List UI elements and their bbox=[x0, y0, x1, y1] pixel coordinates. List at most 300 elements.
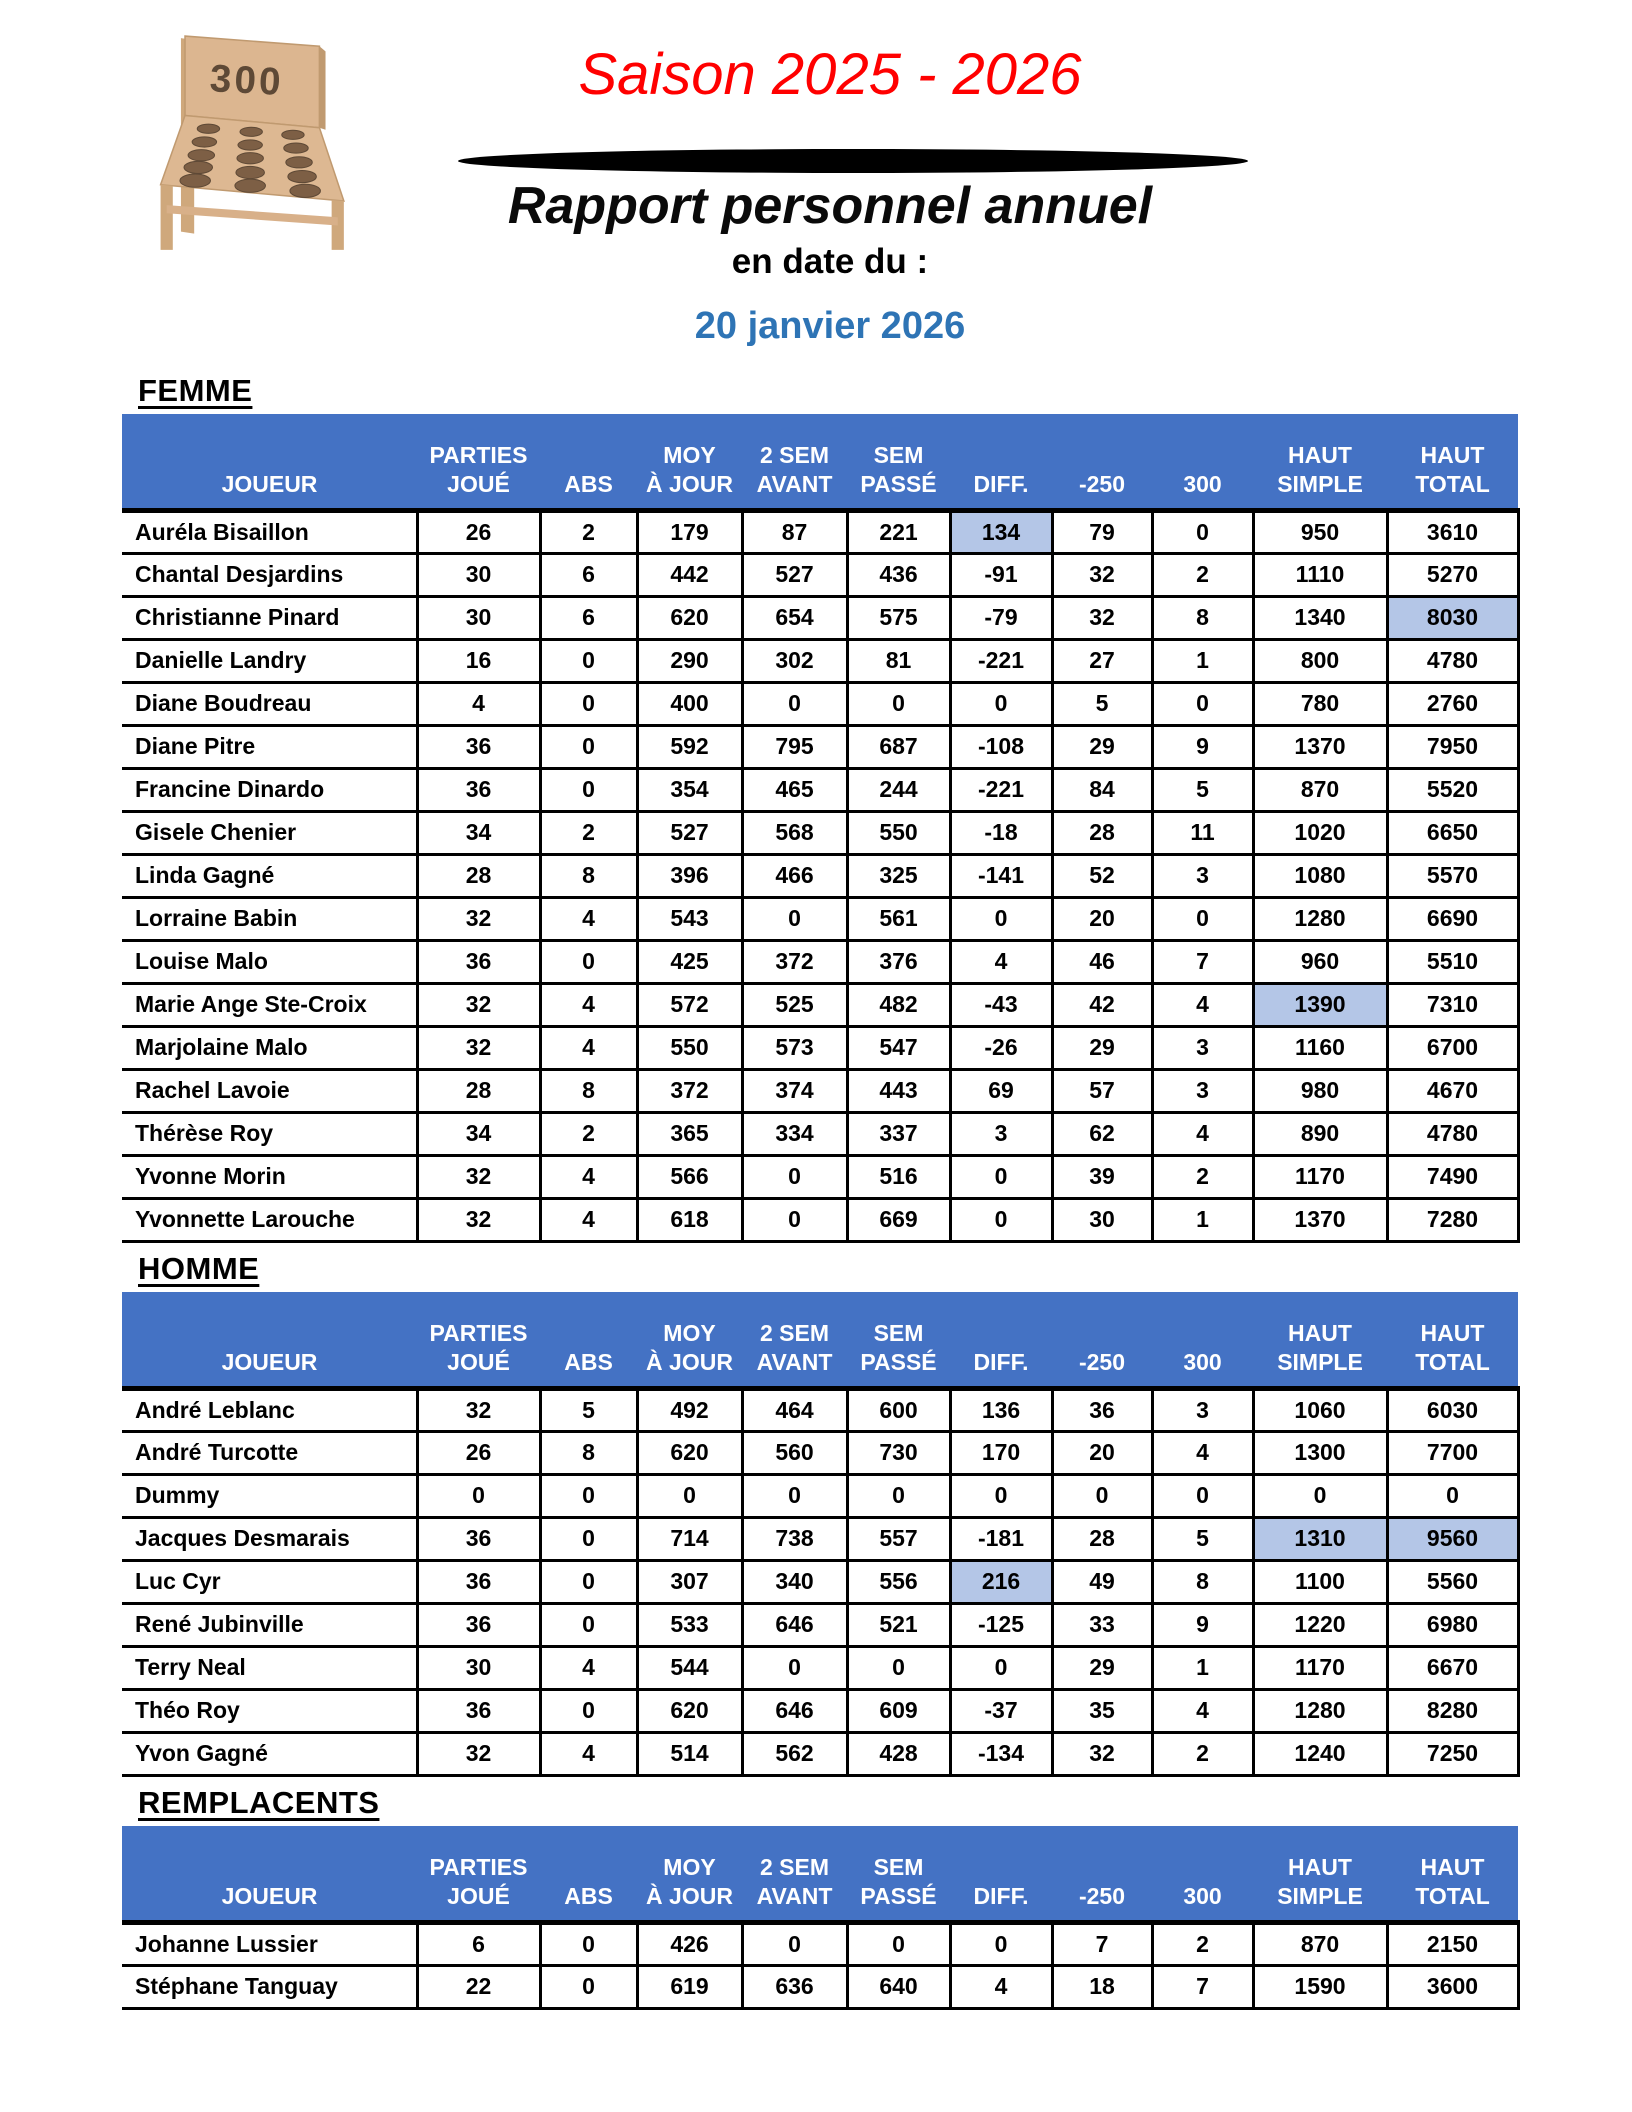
stat-cell-diff: 0 bbox=[950, 1646, 1052, 1689]
stat-cell-abs: 0 bbox=[540, 768, 637, 811]
stat-cell-diff: -125 bbox=[950, 1603, 1052, 1646]
stat-cell-passe: 730 bbox=[847, 1431, 950, 1474]
player-name: Jacques Desmarais bbox=[122, 1517, 417, 1560]
stat-cell-passe: 376 bbox=[847, 940, 950, 983]
stat-cell-c300: 2 bbox=[1152, 553, 1253, 596]
stat-cell-avant: 464 bbox=[742, 1388, 847, 1431]
stat-cell-passe: 221 bbox=[847, 510, 950, 553]
season-title: Saison 2025 - 2026 bbox=[578, 42, 1082, 107]
stat-cell-avant: 87 bbox=[742, 510, 847, 553]
stat-cell-abs: 4 bbox=[540, 1646, 637, 1689]
stat-cell-parties: 32 bbox=[417, 983, 540, 1026]
stat-cell-hsimple: 800 bbox=[1253, 639, 1387, 682]
stat-cell-htotal: 5520 bbox=[1387, 768, 1518, 811]
stat-cell-moy: 396 bbox=[637, 854, 742, 897]
stat-cell-passe: 0 bbox=[847, 682, 950, 725]
stat-cell-parties: 4 bbox=[417, 682, 540, 725]
stat-cell-abs: 8 bbox=[540, 1431, 637, 1474]
column-header-joueur: JOUEUR bbox=[122, 1826, 417, 1922]
stat-cell-hsimple: 980 bbox=[1253, 1069, 1387, 1112]
stat-cell-c300: 1 bbox=[1152, 1198, 1253, 1241]
stat-cell-htotal: 7950 bbox=[1387, 725, 1518, 768]
stat-cell-avant: 372 bbox=[742, 940, 847, 983]
stat-cell-passe: 0 bbox=[847, 1474, 950, 1517]
column-header-avant: 2 SEM AVANT bbox=[742, 1826, 847, 1922]
stat-cell-avant: 560 bbox=[742, 1431, 847, 1474]
stat-cell-parties: 34 bbox=[417, 1112, 540, 1155]
stat-cell-m250: 62 bbox=[1052, 1112, 1152, 1155]
stat-cell-passe: 516 bbox=[847, 1155, 950, 1198]
report-section bbox=[122, 1786, 1518, 2010]
player-name: Linda Gagné bbox=[122, 854, 417, 897]
stat-cell-passe: 547 bbox=[847, 1026, 950, 1069]
stat-cell-passe: 482 bbox=[847, 983, 950, 1026]
stat-cell-passe: 556 bbox=[847, 1560, 950, 1603]
stat-cell-moy: 572 bbox=[637, 983, 742, 1026]
stat-cell-m250: 29 bbox=[1052, 1646, 1152, 1689]
column-header-avant: 2 SEM AVANT bbox=[742, 1292, 847, 1388]
stat-cell-hsimple: 960 bbox=[1253, 940, 1387, 983]
player-name: Yvonnette Larouche bbox=[122, 1198, 417, 1241]
stat-cell-m250: 28 bbox=[1052, 1517, 1152, 1560]
stat-cell-abs: 0 bbox=[540, 1517, 637, 1560]
table-row bbox=[122, 1112, 1518, 1155]
section-title: FEMME bbox=[138, 373, 253, 408]
stat-cell-m250: 18 bbox=[1052, 1965, 1152, 2008]
player-name: Diane Boudreau bbox=[122, 682, 417, 725]
stat-cell-parties: 26 bbox=[417, 510, 540, 553]
stat-cell-htotal: 6690 bbox=[1387, 897, 1518, 940]
table-row bbox=[122, 1198, 1518, 1241]
stat-cell-c300: 5 bbox=[1152, 1517, 1253, 1560]
player-name: Théo Roy bbox=[122, 1689, 417, 1732]
stat-cell-m250: 30 bbox=[1052, 1198, 1152, 1241]
stat-cell-parties: 34 bbox=[417, 811, 540, 854]
stat-cell-parties: 32 bbox=[417, 1155, 540, 1198]
stat-cell-diff: 0 bbox=[950, 897, 1052, 940]
stat-cell-m250: 39 bbox=[1052, 1155, 1152, 1198]
stat-cell-htotal: 2760 bbox=[1387, 682, 1518, 725]
stat-cell-avant: 0 bbox=[742, 897, 847, 940]
stat-cell-parties: 30 bbox=[417, 596, 540, 639]
stat-cell-avant: 525 bbox=[742, 983, 847, 1026]
board-sign-edge bbox=[319, 46, 325, 129]
stat-cell-htotal: 6650 bbox=[1387, 811, 1518, 854]
table-row bbox=[122, 1603, 1518, 1646]
player-name: Rachel Lavoie bbox=[122, 1069, 417, 1112]
stat-cell-c300: 2 bbox=[1152, 1155, 1253, 1198]
column-header-passe: SEM PASSÉ bbox=[847, 1292, 950, 1388]
stat-cell-htotal: 4670 bbox=[1387, 1069, 1518, 1112]
stat-cell-diff: -18 bbox=[950, 811, 1052, 854]
stat-cell-m250: 29 bbox=[1052, 1026, 1152, 1069]
stat-cell-diff: -181 bbox=[950, 1517, 1052, 1560]
stat-cell-moy: 426 bbox=[637, 1922, 742, 1965]
stat-cell-m250: 49 bbox=[1052, 1560, 1152, 1603]
column-header-diff: DIFF. bbox=[950, 1292, 1052, 1388]
stat-cell-c300: 3 bbox=[1152, 1388, 1253, 1431]
stat-cell-passe: 669 bbox=[847, 1198, 950, 1241]
stat-cell-diff: 0 bbox=[950, 1198, 1052, 1241]
stat-cell-parties: 36 bbox=[417, 1517, 540, 1560]
stat-cell-moy: 372 bbox=[637, 1069, 742, 1112]
stat-cell-diff: -43 bbox=[950, 983, 1052, 1026]
stat-cell-m250: 57 bbox=[1052, 1069, 1152, 1112]
stat-cell-c300: 7 bbox=[1152, 1965, 1253, 2008]
stat-cell-hsimple: 1370 bbox=[1253, 1198, 1387, 1241]
stat-cell-moy: 620 bbox=[637, 596, 742, 639]
column-header-htotal: HAUT TOTAL bbox=[1387, 1826, 1518, 1922]
table-row bbox=[122, 811, 1518, 854]
stats-table bbox=[122, 1826, 1520, 2010]
header-row bbox=[122, 1826, 1518, 1922]
player-name: Lorraine Babin bbox=[122, 897, 417, 940]
stat-cell-c300: 0 bbox=[1152, 510, 1253, 553]
stat-cell-moy: 550 bbox=[637, 1026, 742, 1069]
stat-cell-hsimple: 1080 bbox=[1253, 854, 1387, 897]
stat-cell-avant: 738 bbox=[742, 1517, 847, 1560]
stat-cell-passe: 325 bbox=[847, 854, 950, 897]
stat-cell-moy: 527 bbox=[637, 811, 742, 854]
stat-cell-htotal: 6700 bbox=[1387, 1026, 1518, 1069]
stat-cell-parties: 36 bbox=[417, 725, 540, 768]
column-header-m250: -250 bbox=[1052, 1292, 1152, 1388]
stat-cell-diff: 4 bbox=[950, 940, 1052, 983]
stat-cell-htotal: 3610 bbox=[1387, 510, 1518, 553]
player-name: René Jubinville bbox=[122, 1603, 417, 1646]
stat-cell-moy: 544 bbox=[637, 1646, 742, 1689]
column-header-moy: MOY À JOUR bbox=[637, 1826, 742, 1922]
stat-cell-abs: 0 bbox=[540, 1965, 637, 2008]
stat-cell-m250: 32 bbox=[1052, 596, 1152, 639]
stat-cell-c300: 3 bbox=[1152, 1026, 1253, 1069]
stat-cell-hsimple: 1220 bbox=[1253, 1603, 1387, 1646]
stat-cell-passe: 81 bbox=[847, 639, 950, 682]
stat-cell-abs: 8 bbox=[540, 854, 637, 897]
table-row bbox=[122, 682, 1518, 725]
column-header-abs: ABS bbox=[540, 414, 637, 510]
stat-cell-htotal: 8280 bbox=[1387, 1689, 1518, 1732]
stat-cell-passe: 0 bbox=[847, 1646, 950, 1689]
stat-cell-avant: 334 bbox=[742, 1112, 847, 1155]
stat-cell-avant: 646 bbox=[742, 1603, 847, 1646]
stat-cell-c300: 9 bbox=[1152, 725, 1253, 768]
table-row bbox=[122, 1474, 1518, 1517]
stat-cell-passe: 428 bbox=[847, 1732, 950, 1775]
stat-cell-moy: 492 bbox=[637, 1388, 742, 1431]
header-row bbox=[122, 1292, 1518, 1388]
stat-cell-htotal: 7250 bbox=[1387, 1732, 1518, 1775]
stat-cell-m250: 79 bbox=[1052, 510, 1152, 553]
stat-cell-moy: 618 bbox=[637, 1198, 742, 1241]
stat-cell-c300: 8 bbox=[1152, 596, 1253, 639]
header-row bbox=[122, 414, 1518, 510]
stat-cell-avant: 795 bbox=[742, 725, 847, 768]
stat-cell-htotal: 8030 bbox=[1387, 596, 1518, 639]
stat-cell-hsimple: 1060 bbox=[1253, 1388, 1387, 1431]
stat-cell-avant: 466 bbox=[742, 854, 847, 897]
stat-cell-abs: 4 bbox=[540, 1026, 637, 1069]
stat-cell-moy: 543 bbox=[637, 897, 742, 940]
stats-table bbox=[122, 1292, 1520, 1777]
stat-cell-abs: 5 bbox=[540, 1388, 637, 1431]
stat-cell-passe: 609 bbox=[847, 1689, 950, 1732]
stat-cell-parties: 36 bbox=[417, 1560, 540, 1603]
stat-cell-c300: 3 bbox=[1152, 854, 1253, 897]
stat-cell-parties: 28 bbox=[417, 1069, 540, 1112]
stat-cell-moy: 354 bbox=[637, 768, 742, 811]
stat-cell-moy: 566 bbox=[637, 1155, 742, 1198]
table-row bbox=[122, 1155, 1518, 1198]
stat-cell-hsimple: 1020 bbox=[1253, 811, 1387, 854]
stat-cell-m250: 20 bbox=[1052, 897, 1152, 940]
stat-cell-m250: 5 bbox=[1052, 682, 1152, 725]
column-header-abs: ABS bbox=[540, 1826, 637, 1922]
stat-cell-moy: 0 bbox=[637, 1474, 742, 1517]
stat-cell-parties: 30 bbox=[417, 553, 540, 596]
stat-cell-c300: 0 bbox=[1152, 1474, 1253, 1517]
stat-cell-m250: 46 bbox=[1052, 940, 1152, 983]
stat-cell-hsimple: 0 bbox=[1253, 1474, 1387, 1517]
stat-cell-passe: 550 bbox=[847, 811, 950, 854]
column-header-moy: MOY À JOUR bbox=[637, 1292, 742, 1388]
stat-cell-moy: 290 bbox=[637, 639, 742, 682]
stat-cell-passe: 561 bbox=[847, 897, 950, 940]
player-name: Thérèse Roy bbox=[122, 1112, 417, 1155]
stat-cell-passe: 436 bbox=[847, 553, 950, 596]
column-header-parties: PARTIES JOUÉ bbox=[417, 1292, 540, 1388]
stat-cell-parties: 26 bbox=[417, 1431, 540, 1474]
stat-cell-moy: 365 bbox=[637, 1112, 742, 1155]
stat-cell-c300: 4 bbox=[1152, 1689, 1253, 1732]
player-name: Danielle Landry bbox=[122, 639, 417, 682]
stat-cell-htotal: 7490 bbox=[1387, 1155, 1518, 1198]
column-header-parties: PARTIES JOUÉ bbox=[417, 414, 540, 510]
stat-cell-abs: 4 bbox=[540, 983, 637, 1026]
table-row bbox=[122, 510, 1518, 553]
stat-cell-passe: 244 bbox=[847, 768, 950, 811]
stat-cell-avant: 562 bbox=[742, 1732, 847, 1775]
stat-cell-avant: 374 bbox=[742, 1069, 847, 1112]
stat-cell-abs: 0 bbox=[540, 639, 637, 682]
stat-cell-c300: 8 bbox=[1152, 1560, 1253, 1603]
player-name: Stéphane Tanguay bbox=[122, 1965, 417, 2008]
stat-cell-c300: 3 bbox=[1152, 1069, 1253, 1112]
table-row bbox=[122, 1026, 1518, 1069]
stat-cell-abs: 0 bbox=[540, 725, 637, 768]
stat-cell-htotal: 7700 bbox=[1387, 1431, 1518, 1474]
table-row bbox=[122, 596, 1518, 639]
column-header-passe: SEM PASSÉ bbox=[847, 1826, 950, 1922]
stat-cell-parties: 36 bbox=[417, 1603, 540, 1646]
stat-cell-avant: 465 bbox=[742, 768, 847, 811]
column-header-hsimple: HAUT SIMPLE bbox=[1253, 414, 1387, 510]
stat-cell-moy: 179 bbox=[637, 510, 742, 553]
stat-cell-moy: 619 bbox=[637, 1965, 742, 2008]
stat-cell-htotal: 9560 bbox=[1387, 1517, 1518, 1560]
stat-cell-diff: 0 bbox=[950, 1155, 1052, 1198]
table-row bbox=[122, 1388, 1518, 1431]
stat-cell-diff: 216 bbox=[950, 1560, 1052, 1603]
player-name: Auréla Bisaillon bbox=[122, 510, 417, 553]
stat-cell-diff: 0 bbox=[950, 1474, 1052, 1517]
report-section bbox=[122, 374, 1518, 1243]
stat-cell-htotal: 5570 bbox=[1387, 854, 1518, 897]
stat-cell-m250: 32 bbox=[1052, 553, 1152, 596]
stat-cell-m250: 27 bbox=[1052, 639, 1152, 682]
stat-cell-parties: 16 bbox=[417, 639, 540, 682]
stat-cell-diff: 0 bbox=[950, 1922, 1052, 1965]
stat-cell-diff: 0 bbox=[950, 682, 1052, 725]
stat-cell-diff: -221 bbox=[950, 768, 1052, 811]
stat-cell-abs: 4 bbox=[540, 1155, 637, 1198]
stat-cell-diff: -221 bbox=[950, 639, 1052, 682]
stat-cell-avant: 0 bbox=[742, 1155, 847, 1198]
player-name: Johanne Lussier bbox=[122, 1922, 417, 1965]
stat-cell-parties: 36 bbox=[417, 940, 540, 983]
stat-cell-abs: 6 bbox=[540, 553, 637, 596]
stat-cell-parties: 36 bbox=[417, 1689, 540, 1732]
stat-cell-m250: 28 bbox=[1052, 811, 1152, 854]
date-label: en date du : bbox=[731, 242, 929, 281]
stat-cell-c300: 11 bbox=[1152, 811, 1253, 854]
stat-cell-c300: 1 bbox=[1152, 639, 1253, 682]
stat-cell-htotal: 7310 bbox=[1387, 983, 1518, 1026]
stat-cell-abs: 2 bbox=[540, 1112, 637, 1155]
stat-cell-m250: 7 bbox=[1052, 1922, 1152, 1965]
stat-cell-htotal: 5270 bbox=[1387, 553, 1518, 596]
stat-cell-hsimple: 1370 bbox=[1253, 725, 1387, 768]
stat-cell-abs: 4 bbox=[540, 897, 637, 940]
stat-cell-c300: 1 bbox=[1152, 1646, 1253, 1689]
divider-swoosh bbox=[458, 149, 1248, 173]
stat-cell-abs: 6 bbox=[540, 596, 637, 639]
stat-cell-abs: 0 bbox=[540, 1922, 637, 1965]
stat-cell-parties: 6 bbox=[417, 1922, 540, 1965]
stat-cell-htotal: 5560 bbox=[1387, 1560, 1518, 1603]
stat-cell-abs: 0 bbox=[540, 1560, 637, 1603]
stat-cell-diff: 4 bbox=[950, 1965, 1052, 2008]
stat-cell-c300: 4 bbox=[1152, 983, 1253, 1026]
stat-cell-c300: 7 bbox=[1152, 940, 1253, 983]
stat-cell-diff: -108 bbox=[950, 725, 1052, 768]
table-row bbox=[122, 725, 1518, 768]
section-title: REMPLACENTS bbox=[138, 1785, 380, 1820]
player-name: Christianne Pinard bbox=[122, 596, 417, 639]
stat-cell-hsimple: 1300 bbox=[1253, 1431, 1387, 1474]
stat-cell-parties: 0 bbox=[417, 1474, 540, 1517]
stat-cell-hsimple: 780 bbox=[1253, 682, 1387, 725]
stat-cell-hsimple: 1240 bbox=[1253, 1732, 1387, 1775]
player-name: Diane Pitre bbox=[122, 725, 417, 768]
stat-cell-diff: 69 bbox=[950, 1069, 1052, 1112]
stat-cell-moy: 400 bbox=[637, 682, 742, 725]
stat-cell-passe: 575 bbox=[847, 596, 950, 639]
stat-cell-moy: 620 bbox=[637, 1689, 742, 1732]
stat-cell-passe: 443 bbox=[847, 1069, 950, 1112]
player-name: Chantal Desjardins bbox=[122, 553, 417, 596]
player-name: Marie Ange Ste-Croix bbox=[122, 983, 417, 1026]
column-header-c300: 300 bbox=[1152, 1292, 1253, 1388]
stat-cell-passe: 557 bbox=[847, 1517, 950, 1560]
stat-cell-hsimple: 890 bbox=[1253, 1112, 1387, 1155]
stat-cell-hsimple: 950 bbox=[1253, 510, 1387, 553]
stat-cell-parties: 32 bbox=[417, 1388, 540, 1431]
stat-cell-c300: 4 bbox=[1152, 1112, 1253, 1155]
column-header-joueur: JOUEUR bbox=[122, 1292, 417, 1388]
table-row bbox=[122, 1732, 1518, 1775]
stat-cell-hsimple: 1170 bbox=[1253, 1155, 1387, 1198]
board-score-label: 300 bbox=[208, 57, 285, 105]
stat-cell-abs: 4 bbox=[540, 1732, 637, 1775]
player-name: Louise Malo bbox=[122, 940, 417, 983]
stat-cell-passe: 640 bbox=[847, 1965, 950, 2008]
stat-cell-htotal: 6030 bbox=[1387, 1388, 1518, 1431]
stat-cell-c300: 0 bbox=[1152, 682, 1253, 725]
stat-cell-parties: 32 bbox=[417, 1732, 540, 1775]
stat-cell-htotal: 6670 bbox=[1387, 1646, 1518, 1689]
stat-cell-htotal: 3600 bbox=[1387, 1965, 1518, 2008]
board-front-left-leg bbox=[161, 185, 173, 250]
column-header-joueur: JOUEUR bbox=[122, 414, 417, 510]
stat-cell-passe: 600 bbox=[847, 1388, 950, 1431]
stat-cell-m250: 29 bbox=[1052, 725, 1152, 768]
stat-cell-moy: 533 bbox=[637, 1603, 742, 1646]
stat-cell-m250: 20 bbox=[1052, 1431, 1152, 1474]
stat-cell-passe: 337 bbox=[847, 1112, 950, 1155]
column-header-passe: SEM PASSÉ bbox=[847, 414, 950, 510]
stat-cell-m250: 32 bbox=[1052, 1732, 1152, 1775]
stat-cell-moy: 592 bbox=[637, 725, 742, 768]
stat-cell-hsimple: 1100 bbox=[1253, 1560, 1387, 1603]
table-row bbox=[122, 1965, 1518, 2008]
column-header-diff: DIFF. bbox=[950, 1826, 1052, 1922]
column-header-m250: -250 bbox=[1052, 414, 1152, 510]
stat-cell-hsimple: 1390 bbox=[1253, 983, 1387, 1026]
stat-cell-abs: 8 bbox=[540, 1069, 637, 1112]
table-row bbox=[122, 854, 1518, 897]
player-name: Gisele Chenier bbox=[122, 811, 417, 854]
stat-cell-hsimple: 1160 bbox=[1253, 1026, 1387, 1069]
stat-cell-moy: 425 bbox=[637, 940, 742, 983]
stat-cell-diff: -141 bbox=[950, 854, 1052, 897]
stat-cell-abs: 0 bbox=[540, 1689, 637, 1732]
stat-cell-diff: -26 bbox=[950, 1026, 1052, 1069]
stat-cell-hsimple: 1590 bbox=[1253, 1965, 1387, 2008]
stat-cell-diff: -37 bbox=[950, 1689, 1052, 1732]
stat-cell-avant: 302 bbox=[742, 639, 847, 682]
stat-cell-c300: 9 bbox=[1152, 1603, 1253, 1646]
table-row bbox=[122, 768, 1518, 811]
column-header-c300: 300 bbox=[1152, 1826, 1253, 1922]
player-name: Yvon Gagné bbox=[122, 1732, 417, 1775]
stat-cell-avant: 0 bbox=[742, 1474, 847, 1517]
stat-cell-diff: 170 bbox=[950, 1431, 1052, 1474]
stat-cell-htotal: 6980 bbox=[1387, 1603, 1518, 1646]
stat-cell-m250: 33 bbox=[1052, 1603, 1152, 1646]
column-header-avant: 2 SEM AVANT bbox=[742, 414, 847, 510]
stat-cell-htotal: 7280 bbox=[1387, 1198, 1518, 1241]
stat-cell-passe: 0 bbox=[847, 1922, 950, 1965]
stat-cell-hsimple: 1280 bbox=[1253, 1689, 1387, 1732]
stat-cell-moy: 307 bbox=[637, 1560, 742, 1603]
stat-cell-hsimple: 870 bbox=[1253, 768, 1387, 811]
stats-table bbox=[122, 414, 1520, 1243]
stat-cell-avant: 0 bbox=[742, 682, 847, 725]
stat-cell-c300: 0 bbox=[1152, 897, 1253, 940]
stat-cell-diff: 136 bbox=[950, 1388, 1052, 1431]
stat-cell-avant: 573 bbox=[742, 1026, 847, 1069]
